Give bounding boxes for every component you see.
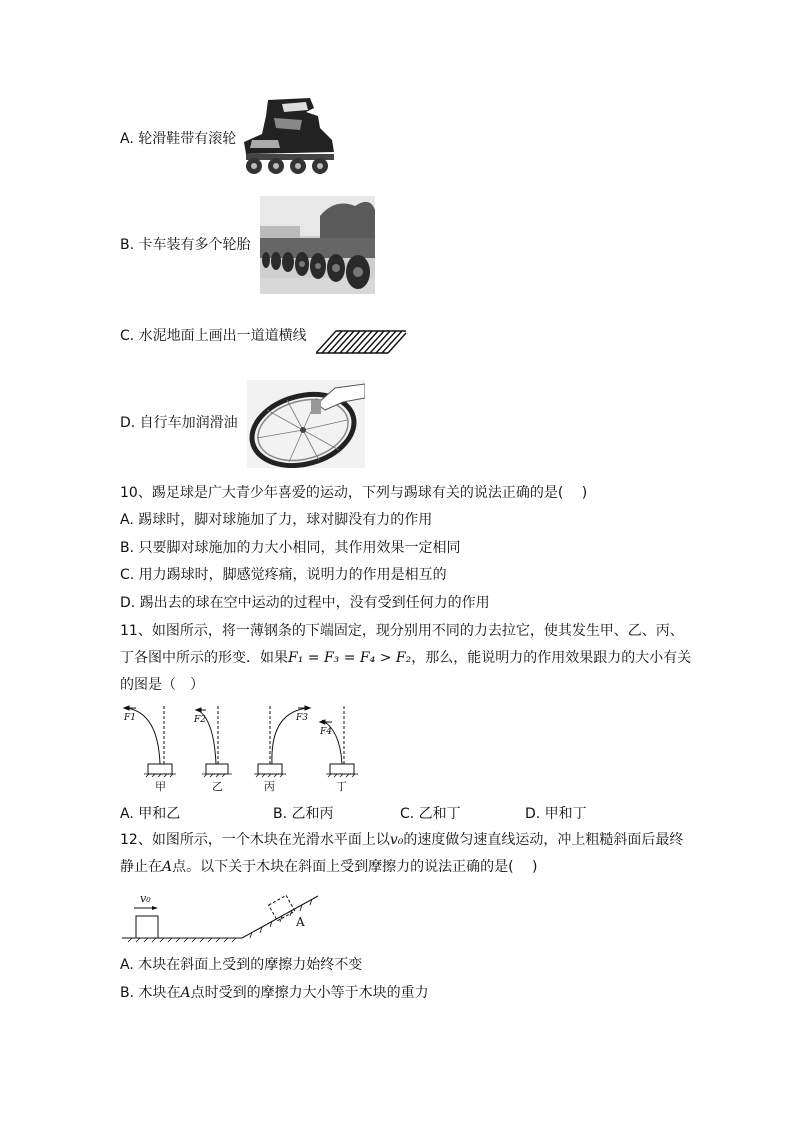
option-label: D. 自行车加润滑油	[120, 415, 238, 431]
q11-formula: F₁ = F₃ = F₄ > F₂	[288, 650, 412, 666]
force-label-f2: F2	[194, 715, 206, 725]
q11-option-b[interactable]: B. 乙和丙	[273, 806, 334, 822]
force-label-f1: F1	[124, 713, 136, 723]
q12-option-b-text-2: 点时受到的摩擦力大小等于木块的重力	[190, 985, 429, 1001]
q11-stem-line2	[120, 648, 691, 668]
q11-stem-line1: 11、如图所示，将一薄钢条的下端固定，现分别用不同的力去拉它，使其发生甲、乙、丙、	[120, 623, 684, 639]
skate-image	[238, 96, 336, 176]
q12-point-a: A	[162, 859, 173, 875]
q12-v0: v₀	[389, 832, 404, 848]
q12-stem-text: 12、如图所示，一个木块在光滑水平面上以	[120, 832, 390, 848]
q12-option-a-text: A. 木块在斜面上受到的摩擦力始终不变	[120, 957, 363, 973]
q12-incline-figure	[120, 884, 325, 946]
diagram-label-bing: 丙	[264, 780, 275, 793]
q11-stem-text: 丁各图中所示的形变．如果	[120, 650, 288, 666]
force-label-f4: F4	[320, 727, 332, 737]
hatched-lines-image	[316, 329, 408, 355]
diagram-label-ding: 丁	[336, 780, 347, 793]
q12-option-b[interactable]	[120, 983, 429, 1003]
option-d-bicycle[interactable]	[120, 413, 238, 433]
q12-stem-text-3: 静止在	[120, 859, 162, 875]
q10-option-c[interactable]: C. 用力踢球时，脚感觉疼痛，说明力的作用是相互的	[120, 567, 447, 583]
q11-option-d[interactable]: D. 甲和丁	[525, 806, 587, 822]
option-b-truck[interactable]	[120, 235, 251, 255]
q12-stem-text-4: 点。以下关于木块在斜面上受到摩擦力的说法正确的是( )	[172, 859, 538, 875]
v0-label: v₀	[140, 892, 151, 905]
option-label: C. 水泥地面上画出一道道横线	[120, 328, 307, 344]
option-label: A. 轮滑鞋带有滚轮	[120, 131, 237, 147]
option-a-skate[interactable]	[120, 129, 236, 149]
q10-option-d[interactable]: D. 踢出去的球在空中运动的过程中，没有受到任何力的作用	[120, 595, 490, 611]
q12-stem-line1	[120, 830, 683, 850]
option-label: B. 卡车装有多个轮胎	[120, 237, 251, 253]
diagram-label-yi: 乙	[212, 780, 223, 793]
q11-steel-strip-figure	[118, 702, 368, 794]
q12-stem-text-2: 的速度做匀速直线运动，冲上粗糙斜面后最终	[403, 832, 684, 848]
force-label-f3: F3	[296, 713, 308, 723]
q10-option-a[interactable]: A. 踢球时，脚对球施加了力，球对脚没有力的作用	[120, 512, 433, 528]
bicycle-wheel-image	[247, 380, 365, 468]
q12-option-a[interactable]	[120, 955, 362, 975]
q11-stem-line3: 的图是（ ）	[120, 677, 204, 693]
point-a-label: A	[296, 915, 305, 929]
q11-option-c[interactable]: C. 乙和丁	[400, 806, 461, 822]
diagram-label-jia: 甲	[155, 780, 166, 793]
q10-option-b[interactable]: B. 只要脚对球施加的力大小相同，其作用效果一定相同	[120, 540, 461, 556]
q11-option-a[interactable]: A. 甲和乙	[120, 806, 181, 822]
option-c-lines[interactable]	[120, 326, 307, 346]
q12-option-b-text: B. 木块在	[120, 985, 181, 1001]
q12-stem-line2	[120, 857, 538, 877]
q12-option-b-point: A	[180, 985, 191, 1001]
truck-image	[260, 196, 375, 294]
q10-stem: 10、踢足球是广大青少年喜爱的运动，下列与踢球有关的说法正确的是( )	[120, 485, 588, 501]
q11-stem-text-2: ，那么，能说明力的作用效果跟力的大小有关	[411, 650, 692, 666]
